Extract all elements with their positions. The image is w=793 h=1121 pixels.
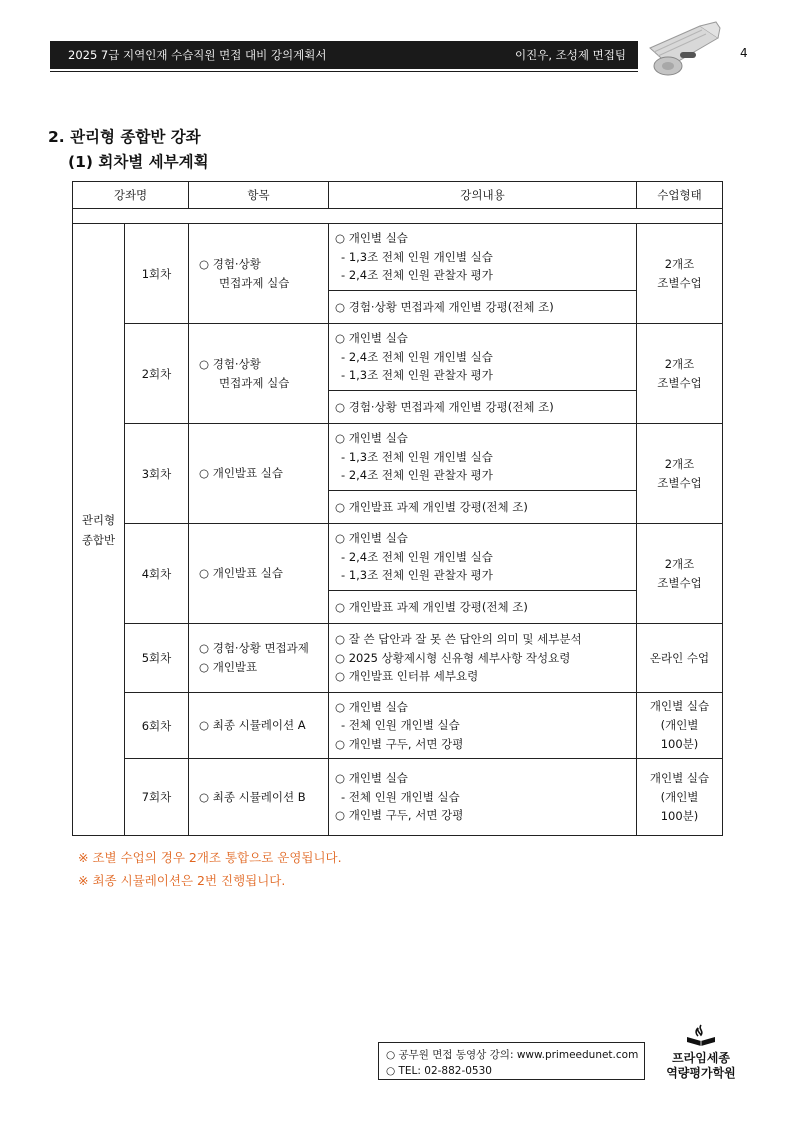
table-row (73, 324, 723, 391)
book-flame-icon (684, 1023, 718, 1047)
session-label: 1회차 (125, 224, 189, 324)
class-type-line: 조별수업 (657, 275, 702, 290)
document-author: 이진우, 조성제 면접팀 (515, 48, 626, 62)
session-label: 2회차 (125, 324, 189, 424)
header-course-name: 강좌명 (73, 182, 189, 209)
content-line: ○ 개인별 실습 (335, 231, 408, 246)
session-label: 3회차 (125, 424, 189, 524)
class-type-line: 2개조 (664, 256, 695, 271)
content-line: - 1,3조 전체 인원 관찰자 평가 (341, 568, 493, 583)
session-label: 5회차 (125, 624, 189, 693)
logo-line2: 역량평가학원 (666, 1066, 736, 1080)
class-type-line: 100분) (660, 737, 699, 751)
review-cell: ○ 개인발표 과제 개인별 강평(전체 조) (329, 491, 637, 524)
content-cell (329, 524, 637, 591)
class-type-line: 조별수업 (657, 475, 702, 490)
class-type-line: 개인별 실습 (649, 770, 710, 785)
topic-cell (189, 693, 329, 759)
content-cell (329, 624, 637, 693)
topic-line: ○ 개인발표 실습 (199, 466, 284, 480)
content-line: - 1,3조 전체 인원 개인별 실습 (341, 449, 493, 464)
table-row (73, 224, 723, 291)
content-cell (329, 424, 637, 491)
session-label: 6회차 (125, 693, 189, 759)
content-cell (329, 224, 637, 291)
topic-cell (189, 624, 329, 693)
header-content: 강의내용 (329, 182, 637, 209)
session-plan-table (72, 181, 723, 836)
header-item: 항목 (189, 182, 329, 209)
topic-line: ○ 경험·상황 (199, 256, 261, 271)
content-line: - 2,4조 전체 인원 개인별 실습 (341, 549, 493, 564)
header-underline (50, 71, 638, 72)
class-type-line: (개인별 (660, 718, 699, 732)
class-type-line: 100분) (660, 808, 699, 823)
topic-cell (189, 224, 329, 324)
topic-line: ○ 최종 시뮬레이션 A (199, 718, 306, 732)
course-group-line2: 종합반 (81, 532, 116, 547)
content-line: ○ 개인별 구두, 서면 강평 (335, 808, 464, 823)
logo-line1: 프라임세종 (672, 1051, 730, 1065)
header-bar (50, 41, 638, 69)
topic-line: ○ 경험·상황 (199, 356, 261, 371)
content-line: ○ 개인별 실습 (335, 699, 408, 714)
content-line: ○ 개인별 실습 (335, 431, 408, 446)
class-type-line: 2개조 (664, 356, 695, 371)
spacer-row (73, 209, 723, 224)
content-line: - 1,3조 전체 인원 관찰자 평가 (341, 368, 493, 383)
content-line: ○ 2025 상황제시형 신유형 세부사항 작성요령 (335, 650, 571, 665)
content-cell (329, 759, 637, 836)
topic-cell (189, 424, 329, 524)
section-title: 2. 관리형 종합반 강좌 (48, 128, 201, 146)
table-row (73, 424, 723, 491)
class-type-cell (637, 524, 723, 624)
class-type-cell (637, 424, 723, 524)
class-type-cell (637, 324, 723, 424)
course-group-line1: 관리형 (81, 512, 116, 527)
session-label: 7회차 (125, 759, 189, 836)
footer-contact-box (378, 1042, 645, 1080)
content-cell (329, 324, 637, 391)
scroll-icon (640, 18, 732, 84)
class-type-line: 2개조 (664, 456, 695, 471)
content-line: ○ 개인발표 인터뷰 세부요령 (335, 669, 479, 684)
content-line: - 2,4조 전체 인원 개인별 실습 (341, 349, 493, 364)
footer-phone: ○ TEL: 02-882-0530 (386, 1065, 492, 1077)
page-number: 4 (740, 46, 748, 60)
class-type-cell (637, 224, 723, 324)
document-title: 2025 7급 지역인재 수습직원 면접 대비 강의계획서 (68, 48, 327, 62)
content-line: ○ 개인별 실습 (335, 771, 408, 786)
notice-group-class: ※ 조별 수업의 경우 2개조 통합으로 운영됩니다. (78, 850, 342, 865)
table-row (73, 759, 723, 836)
table-row (73, 524, 723, 591)
class-type-line: 2개조 (664, 556, 695, 571)
content-line: ○ 개인별 실습 (335, 531, 408, 546)
topic-line: 면접과제 실습 (219, 275, 290, 290)
topic-line: ○ 최종 시뮬레이션 B (199, 789, 306, 804)
class-type-cell (637, 759, 723, 836)
course-group-cell (73, 224, 125, 836)
content-line: - 1,3조 전체 인원 개인별 실습 (341, 249, 493, 264)
notice-final-simulation: ※ 최종 시뮬레이션은 2번 진행됩니다. (78, 873, 286, 888)
content-line: - 전체 인원 개인별 실습 (341, 789, 460, 804)
class-type-line: 조별수업 (657, 375, 702, 390)
content-line: ○ 개인별 구두, 서면 강평 (335, 736, 464, 751)
topic-cell (189, 524, 329, 624)
review-cell: ○ 경험·상황 면접과제 개인별 강평(전체 조) (329, 291, 637, 324)
topic-cell (189, 759, 329, 836)
topic-line: ○ 경험·상황 면접과제 (199, 641, 309, 655)
review-cell: ○ 경험·상황 면접과제 개인별 강평(전체 조) (329, 391, 637, 424)
footer-website: ○ 공무원 면접 동영상 강의: www.primeedunet.com (386, 1049, 639, 1061)
content-line: - 전체 인원 개인별 실습 (341, 718, 460, 733)
topic-cell (189, 324, 329, 424)
section-subtitle: (1) 회차별 세부계획 (68, 153, 209, 171)
header-class-type: 수업형태 (637, 182, 723, 209)
topic-line: 면접과제 실습 (219, 375, 290, 390)
class-type-line: (개인별 (660, 789, 699, 804)
content-line: ○ 잘 쓴 답안과 잘 못 쓴 답안의 의미 및 세부분석 (335, 632, 582, 647)
class-type-cell (637, 693, 723, 759)
class-type-cell (637, 624, 723, 693)
session-label: 4회차 (125, 524, 189, 624)
class-type-line: 개인별 실습 (649, 699, 710, 713)
topic-line: ○ 개인발표 실습 (199, 566, 284, 580)
topic-line: ○ 개인발표 (199, 660, 258, 674)
class-type-line: 조별수업 (657, 575, 702, 590)
content-line: - 2,4조 전체 인원 관찰자 평가 (341, 468, 493, 483)
table-row (73, 693, 723, 759)
review-cell: ○ 개인발표 과제 개인별 강평(전체 조) (329, 591, 637, 624)
table-row (73, 624, 723, 693)
academy-logo (660, 1023, 742, 1093)
content-cell (329, 693, 637, 759)
class-type-line: 온라인 수업 (649, 650, 710, 665)
content-line: - 2,4조 전체 인원 관찰자 평가 (341, 268, 493, 283)
content-line: ○ 개인별 실습 (335, 331, 408, 346)
